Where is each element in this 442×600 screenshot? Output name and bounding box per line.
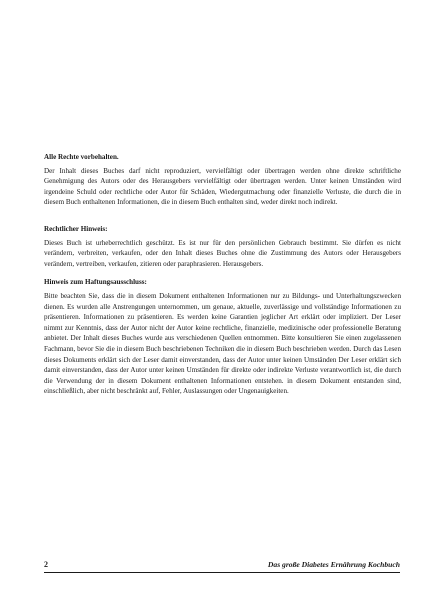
section-disclaimer [44, 277, 401, 397]
section-heading: Alle Rechte vorbehalten. [44, 153, 119, 161]
page-footer [44, 560, 400, 574]
section-paragraph: Der Inhalt dieses Buches darf nicht reproduziert, vervielfältigt oder übertragen werden ohne direkte schriftliche Genehmigung des Autors oder des Herausgebers vervielfältigt oder übertragen werden. Unter keinen Umständen wird irgendeine Schuld oder rechtliche oder Autor für Schäden, Wiedergutmachung oder finanzielle Verluste, die durch die in diesem Buch enthaltenen Informationen, die in diesem Buch enthalten sind, weder direkt noch indirekt. [44, 166, 401, 207]
page-number: 2 [44, 560, 48, 569]
footer-divider [44, 572, 400, 573]
page-content [44, 152, 401, 406]
section-legal-notice [44, 224, 401, 269]
section-heading: Rechtlicher Hinweis: [44, 224, 108, 233]
book-title: Das große Diabetes Ernährung Kochbuch [267, 560, 400, 569]
section-paragraph: Bitte beachten Sie, dass die in diesem Dokument enthaltenen Informationen nur zu Bildungs- und Unterhaltungszwecken dienen. Es wurden alle Anstrengungen unternommen, um genaue, aktuelle, zuverlässige und vollständige Informationen zu präsentieren. Informationen zu präsentieren. Es werden keine Garantien jeglicher Art erklärt oder impliziert. Der Leser nimmt zur Kenntnis, dass der Autor nicht der Autor keine rechtliche, finanzielle, medizinische oder professionelle Beratung anbietet. Der Inhalt dieses Buches wurde aus verschiedenen Quellen entnommen. Bitte konsultieren Sie einen zugelassenen Fachmann, bevor Sie die in diesem Buch beschriebenen Techniken die in diesem Buch beschrieben werden. Durch das Lesen dieses Dokuments erklärt sich der Leser damit einverstanden, dass der Autor unter keinen Umständen Der Leser erklärt sich damit einverstanden, dass der Autor unter keinen Umständen für direkte oder indirekte Verluste verantwortlich ist, die durch die Verwendung der in diesem Dokument enthaltenen Informationen entstehen. in diesem Dokument entstanden sind, einschließlich, aber nicht beschränkt auf, Fehler, Auslassungen oder Ungenauigkeiten. [44, 291, 401, 396]
section-rights [44, 152, 401, 208]
section-heading: Hinweis zum Haftungsausschluss: [44, 278, 147, 287]
section-paragraph: Dieses Buch ist urheberrechtlich geschützt. Es ist nur für den persönlichen Gebrauch bestimmt. Sie dürfen es nicht verändern, verbreiten, verkaufen, oder den Inhalt dieses Buches ohne die Zustimmung des Autors oder Herausgebers verändern, vertreiben, verkaufen, zitieren oder paraphrasieren. Herausgebers. [44, 238, 401, 268]
